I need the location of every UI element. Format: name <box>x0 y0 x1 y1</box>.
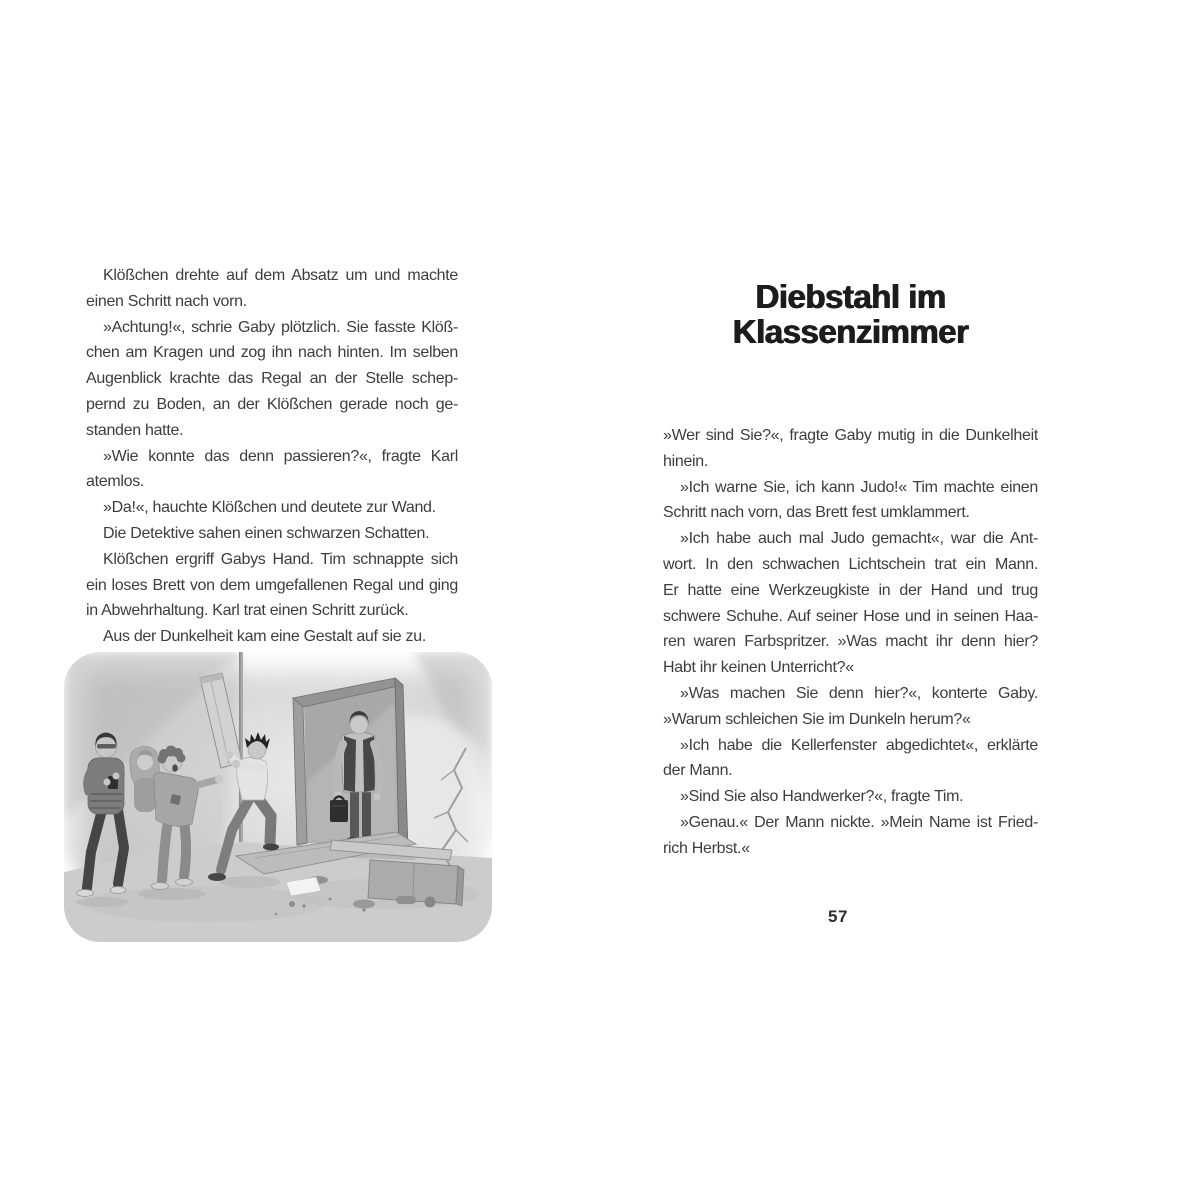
page-number: 57 <box>828 907 848 926</box>
text-line: standen hatte. <box>86 421 184 439</box>
text-line: Die Detektive sahen einen schwarzen Schatten. <box>103 524 430 542</box>
text-line: in Abwehrhaltung. Karl trat einen Schritt zurück. <box>86 602 409 620</box>
toolbox <box>330 797 348 823</box>
chapter-illustration <box>64 652 492 942</box>
text-line: »Ich habe die Kellerfenster abgedichtet«, erklärte <box>680 736 1038 754</box>
text-line: »Da!«, hauchte Klößchen und deutete zur Wand. <box>103 499 436 517</box>
chapter-title-line2: Klassenzimmer <box>732 313 969 350</box>
text-line: ren waren Farbspritzer. »Was macht ihr denn hier? <box>663 633 1038 651</box>
text-line: »Sind Sie also Handwerker?«, fragte Tim. <box>680 788 964 806</box>
text-line: wort. In den schwachen Lichtschein trat ein Mann. <box>663 555 1038 573</box>
text-line: schwere Schuhe. Auf seiner Hose und in seinen Haa- <box>663 607 1038 625</box>
text-line: Augenblick krachte das Regal an der Stelle schep- <box>86 370 458 388</box>
text-line: »Ich habe auch mal Judo gemacht«, war die Ant- <box>680 530 1038 548</box>
chapter-title-line1: Diebstahl im <box>755 278 946 315</box>
left-page-text <box>86 263 458 650</box>
text-line: hinein. <box>663 452 709 470</box>
text-line: »Genau.« Der Mann nickte. »Mein Name ist Fried- <box>680 813 1038 831</box>
text-line: Aus der Dunkelheit kam eine Gestalt auf sie zu. <box>103 628 426 646</box>
chapter-title <box>663 279 1038 349</box>
text-line: »Was machen Sie denn hier?«, konterte Gaby. <box>680 684 1038 702</box>
text-line: Klößchen drehte auf dem Absatz um und machte <box>103 267 458 284</box>
text-line: »Achtung!«, schrie Gaby plötzlich. Sie fasste Klöß- <box>103 318 458 336</box>
text-line: atemlos. <box>86 473 145 491</box>
illustration-scene <box>64 652 492 942</box>
text-line: »Warum schleichen Sie im Dunkeln herum?« <box>663 710 971 728</box>
text-line: Klößchen ergriff Gabys Hand. Tim schnappte sich <box>103 550 458 568</box>
text-line: einen Schritt nach vorn. <box>86 292 247 310</box>
text-line: der Mann. <box>663 762 733 780</box>
text-line: Schritt nach vorn, das Brett fest umklammert. <box>663 504 970 522</box>
text-line: Er hatte eine Werkzeugkiste in der Hand und trug <box>663 581 1038 599</box>
text-line: pernd zu Boden, an der Klößchen gerade noch ge- <box>86 395 458 413</box>
text-line: »Ich warne Sie, ich kann Judo!« Tim machte einen <box>680 478 1038 496</box>
text-line: »Wie konnte das denn passieren?«, fragte Karl <box>103 447 458 465</box>
right-page-text <box>663 423 1038 862</box>
text-line: chen am Kragen und zog ihn nach hinten. Im selben <box>86 344 458 362</box>
text-line: »Wer sind Sie?«, fragte Gaby mutig in die Dunkelheit <box>663 427 1038 444</box>
text-line: rich Herbst.« <box>663 839 750 857</box>
text-line: ein loses Brett von dem umgefallenen Regal und ging <box>86 576 458 594</box>
text-line: Habt ihr keinen Unterricht?« <box>663 659 854 677</box>
